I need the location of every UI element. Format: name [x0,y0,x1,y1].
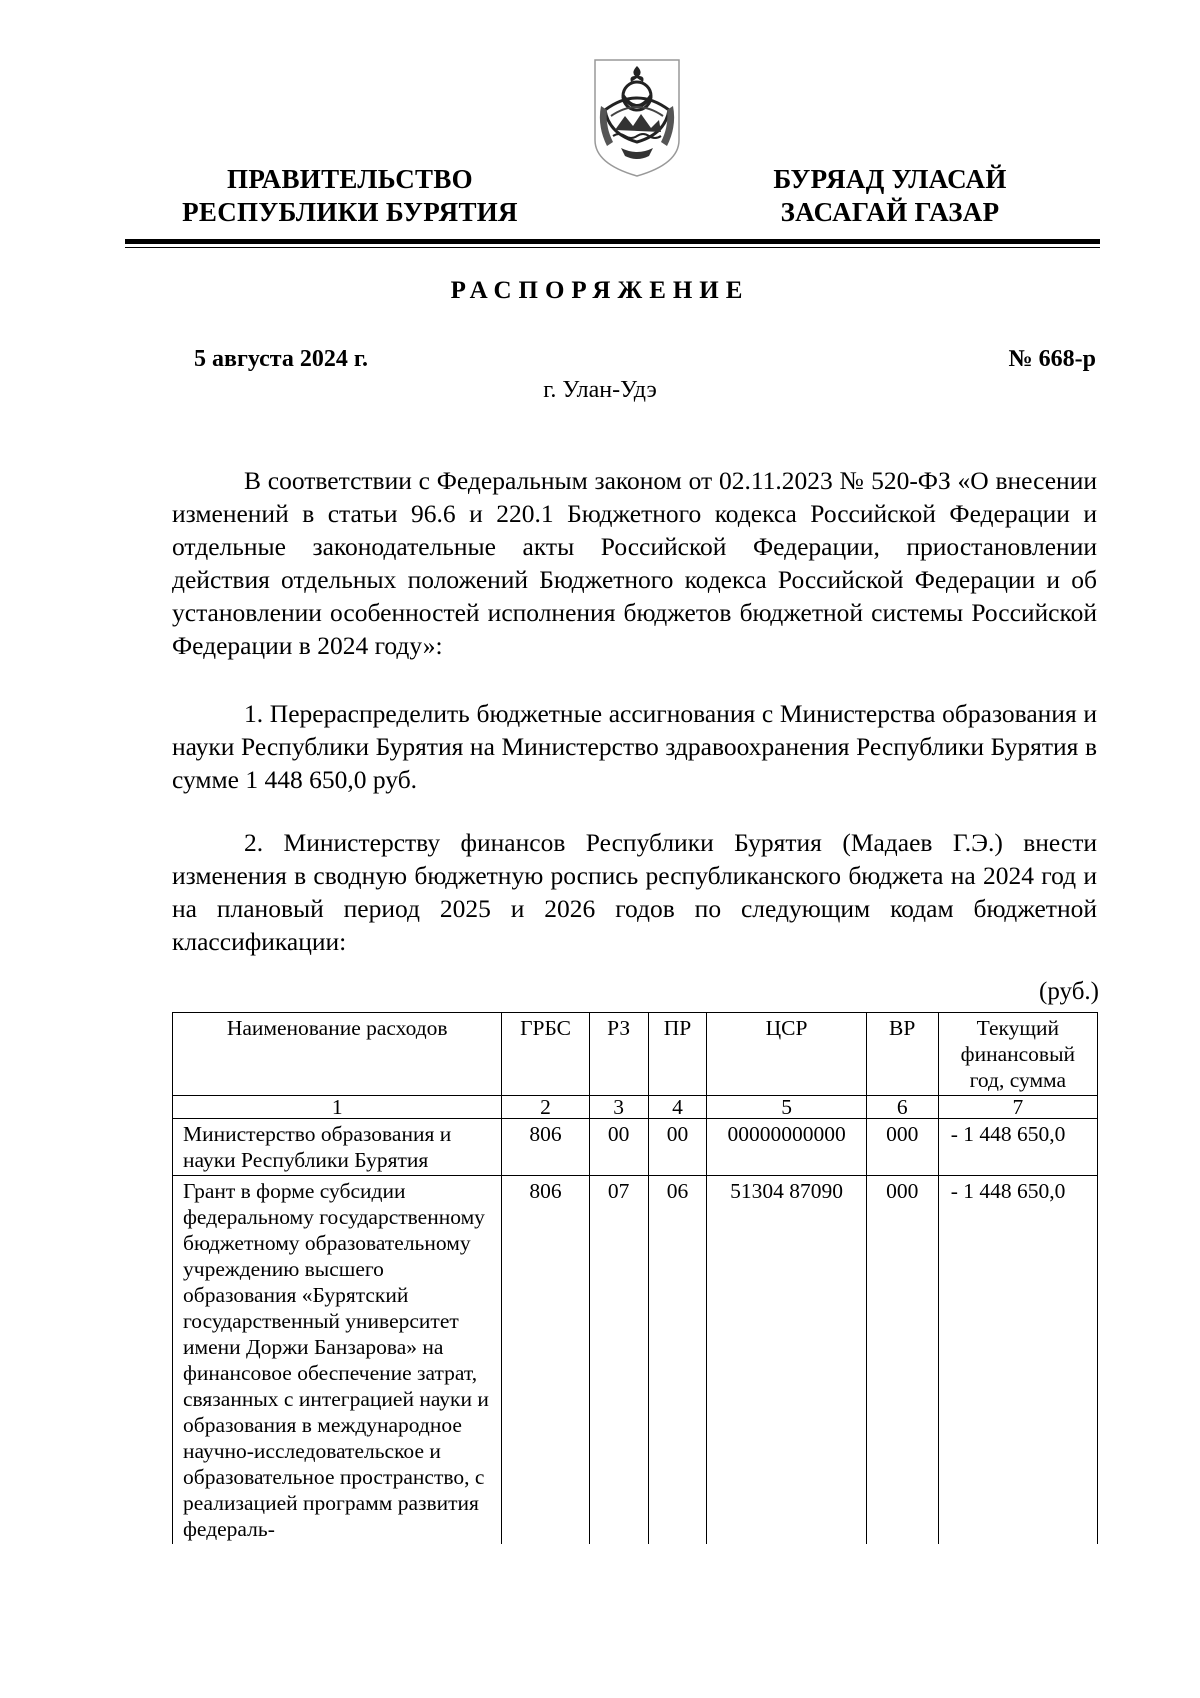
document-city: г. Улан-Удэ [543,377,657,403]
row-csr: 00000000000 [707,1119,866,1176]
header-divider-thick [125,239,1100,244]
government-name-ru [140,163,560,229]
row-vr: 000 [866,1119,938,1176]
table-unit-label: (руб.) [1039,978,1099,1005]
table-row [173,1176,1098,1545]
column-number-row [173,1096,1098,1119]
government-name-ru-line2: РЕСПУБЛИКИ БУРЯТИЯ [182,197,518,227]
column-number: 1 [173,1096,502,1119]
row-pr: 06 [648,1176,707,1545]
row-pr: 00 [648,1119,707,1176]
government-name-bua-line2: ЗАСАГАЙ ГАЗАР [780,197,1000,227]
row-rz: 07 [589,1176,648,1545]
document-date: 5 августа 2024 г. [194,346,369,372]
row-name: Министерство образования и науки Республики Бурятия [173,1119,502,1176]
column-number: 4 [648,1096,707,1119]
table-row [173,1119,1098,1176]
table-header-row [173,1013,1098,1096]
document-number: № 668-р [1008,346,1096,372]
header-amount: Текущий финансовый год, сумма [938,1013,1097,1096]
row-amount: - 1 448 650,0 [938,1119,1097,1176]
row-vr: 000 [866,1176,938,1545]
header-grbs: ГРБС [502,1013,589,1096]
row-amount: - 1 448 650,0 [938,1176,1097,1545]
column-number: 6 [866,1096,938,1119]
header-vr: ВР [866,1013,938,1096]
government-name-ru-line1: ПРАВИТЕЛЬСТВО [227,164,473,194]
government-name-bua-line1: БУРЯАД УЛАСАЙ [773,164,1007,194]
budget-classification-table [172,1012,1098,1544]
column-number: 5 [707,1096,866,1119]
row-csr: 51304 87090 [707,1176,866,1545]
row-rz: 00 [589,1119,648,1176]
clause-2-paragraph: 2. Министерству финансов Республики Бурятия (Мадаев Г.Э.) внести изменения в сводную бюджетную роспись республиканского бюджета на 2024 год и на плановый период 2025 и 2026 годов по следующим кодам бюджетной классификации: [172,828,1097,956]
header-divider-thin [125,247,1100,248]
row-grbs: 806 [502,1119,589,1176]
column-number: 3 [589,1096,648,1119]
coat-of-arms-icon [591,56,683,180]
government-name-bua [730,163,1050,229]
header-pr: ПР [648,1013,707,1096]
header-name: Наименование расходов [173,1013,502,1096]
column-number: 7 [938,1096,1097,1119]
header-rz: РЗ [589,1013,648,1096]
header-csr: ЦСР [707,1013,866,1096]
clause-1-paragraph: 1. Перераспределить бюджетные ассигнования с Министерства образования и науки Республики Бурятия на Министерство здравоохранения Республики Бурятия в сумме 1 448 650,0 руб. [172,699,1097,794]
row-grbs: 806 [502,1176,589,1545]
column-number: 2 [502,1096,589,1119]
row-name: Грант в форме субсидии федеральному государственному бюджетному образовательному учреждению высшего образования «Бурятский государственный университет имени Доржи Банзарова» на финансовое обеспечение затрат, связанных с интеграцией науки и образования в международное научно-исследовательское и образовательное пространство, с реализацией программ развития федераль- [173,1176,502,1545]
preamble-paragraph: В соответствии с Федеральным законом от 02.11.2023 № 520-ФЗ «О внесении изменений в статьи 96.6 и 220.1 Бюджетного кодекса Российской Федерации и отдельные законодательные акты Российской Федерации, приостановлении действия отдельных положений Бюджетного кодекса Российской Федерации и об установлении особенностей исполнения бюджетов бюджетной системы Российской Федерации в 2024 году»: [172,466,1097,660]
document-type-title: РАСПОРЯЖЕНИЕ [450,277,750,304]
